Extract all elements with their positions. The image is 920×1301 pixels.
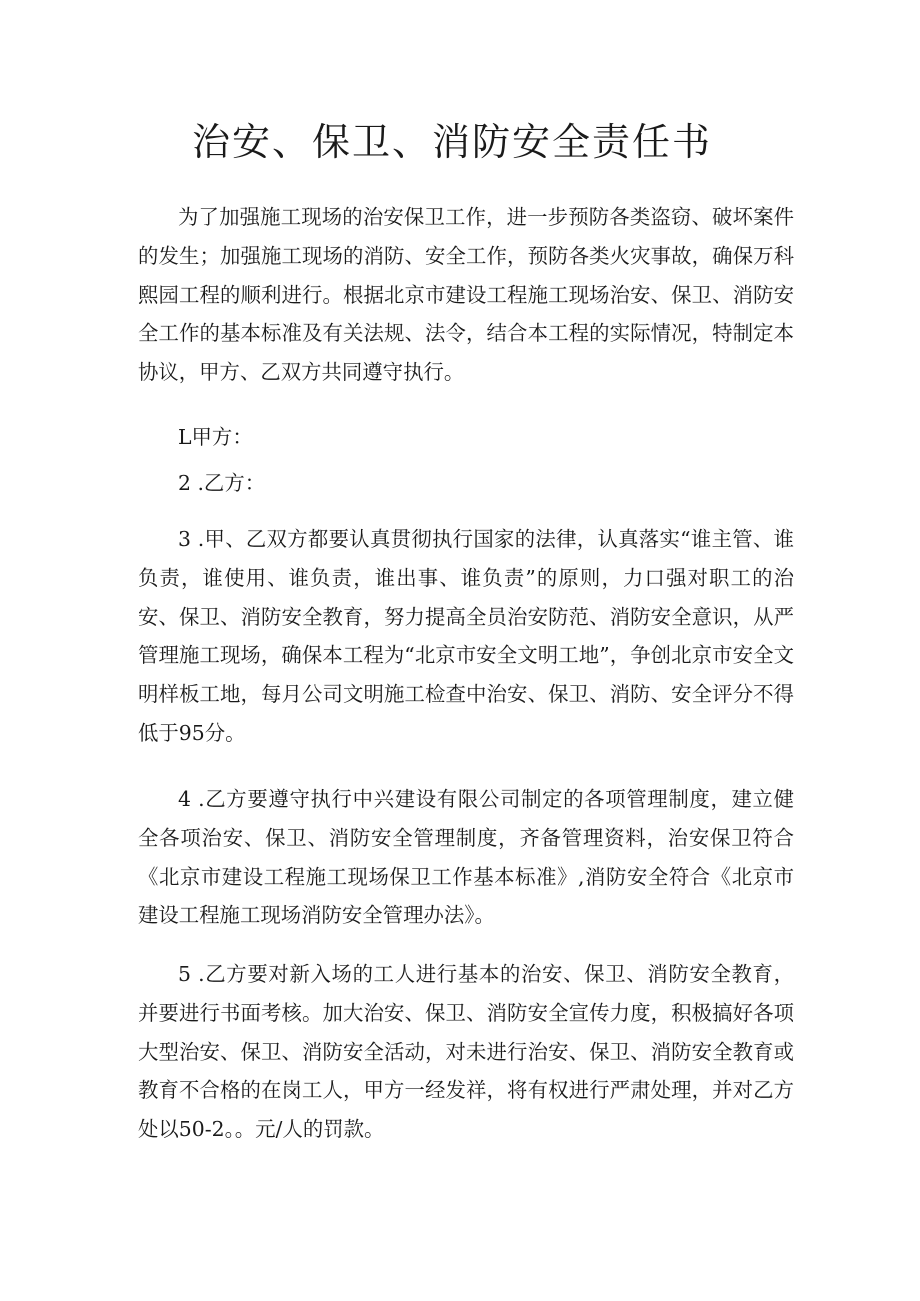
intro-paragraph: 为了加强施工现场的治安保卫工作，进一步预防各类盗窃、破坏案件的发生；加强施工现场的消防、安全工作，预防各类火灾事故，确保万科熙园工程的顺利进行。根据北京市建设工程施工现场治安、保卫、消防安全工作的基本标准及有关法规、法令，结合本工程的实际情况，特制定本协议，甲方、乙双方共同遵守执行。 [138, 205, 794, 385]
party-a-line: L甲方： [178, 425, 253, 449]
party-b-line: 2 .乙方： [178, 471, 266, 495]
document-title: 治安、保卫、消防安全责任书 [191, 120, 712, 164]
clause-5-paragraph: 5 .乙方要对新入场的工人进行基本的治安、保卫、消防安全教育，并要进行书面考核。加大治安、保卫、消防安全宣传力度，积极搞好各项大型治安、保卫、消防安全活动，对未进行治安、保卫、消防安全教育或教育不合格的在岗工人，甲方一经发祥，将有权进行严肃处理，并对乙方处以50-2。。元/人的罚款。 [138, 962, 794, 1142]
clause-3-paragraph: 3 .甲、乙双方都要认真贯彻执行国家的法律，认真落实“谁主管、谁负责，谁使用、谁负责，谁出事、谁负责”的原则，力口强对职工的治安、保卫、消防安全教育，努力提高全员治安防范、消防安全意识，从严管理施工现场，确保本工程为“北京市安全文明工地”，争创北京市安全文明样板工地，每月公司文明施工检查中治安、保卫、消防、安全评分不得低于95分。 [138, 527, 794, 745]
clause-4-paragraph: 4 .乙方要遵守执行中兴建设有限公司制定的各项管理制度，建立健全各项治安、保卫、消防安全管理制度，齐备管理资料，治安保卫符合《北京市建设工程施工现场保卫工作基本标准》,消防安全符合《北京市建设工程施工现场消防安全管理办法》。 [138, 787, 794, 928]
